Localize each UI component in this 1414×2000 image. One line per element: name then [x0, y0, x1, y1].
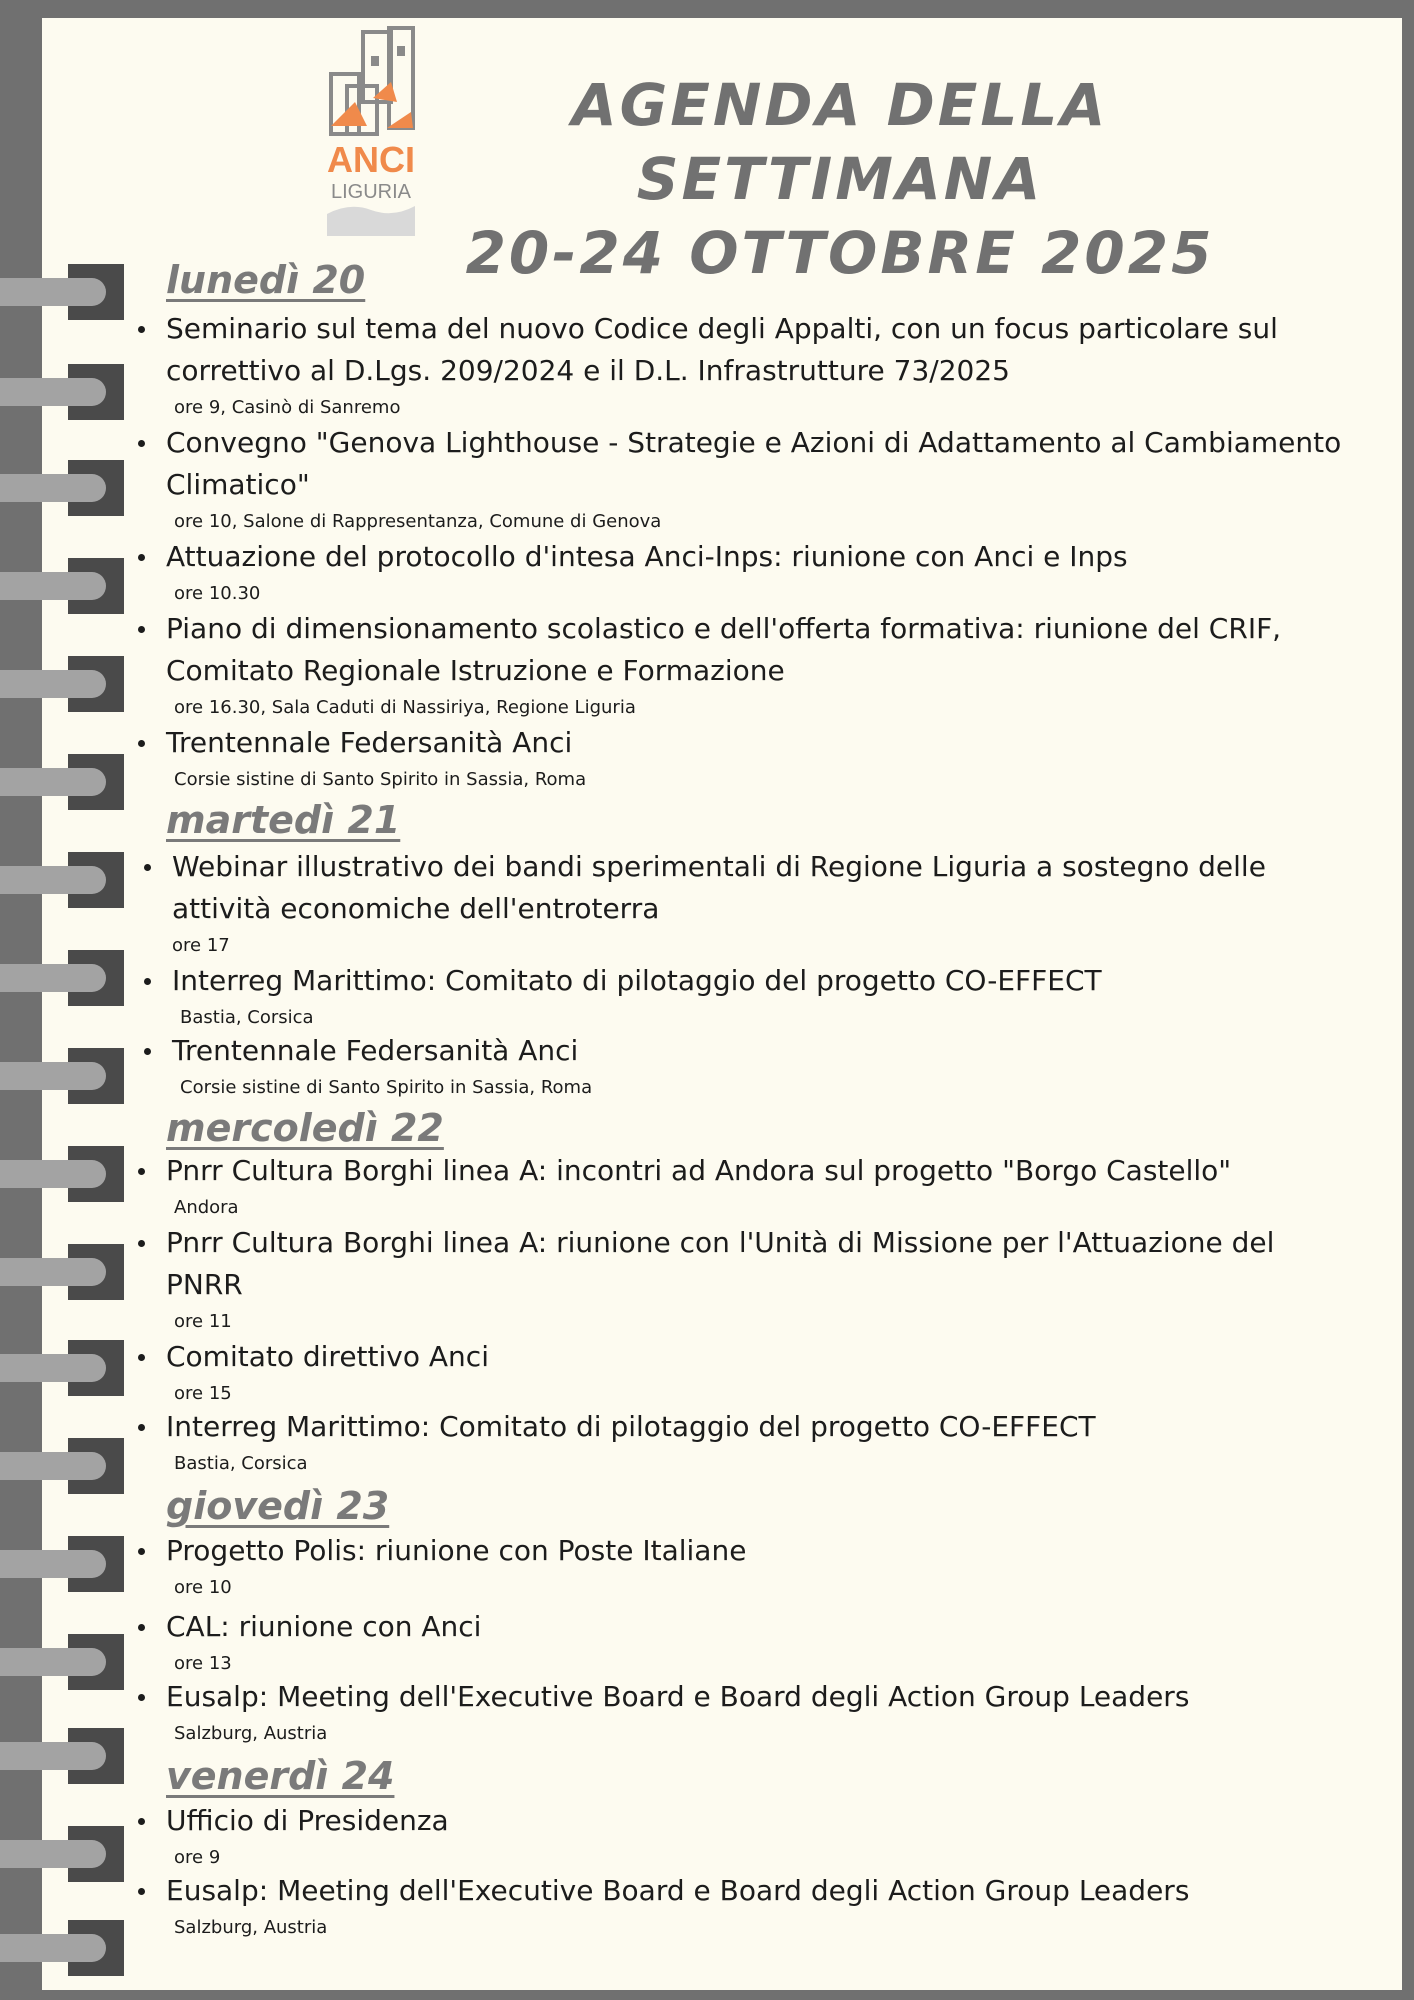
binding-ring [0, 1146, 124, 1202]
agenda-item [166, 1676, 1346, 1748]
page-title [440, 68, 1240, 290]
agenda-item [166, 1336, 1346, 1408]
event-title: Eusalp: Meeting dell'Executive Board e Board degli Action Group Leaders [166, 1676, 1346, 1718]
binding-ring [0, 656, 124, 712]
event-details: ore 9 [174, 1847, 221, 1868]
event-title: Interreg Marittimo: Comitato di pilotaggio del progetto CO-EFFECT [166, 1406, 1346, 1448]
agenda-item [166, 536, 1346, 608]
binding-ring [0, 1340, 124, 1396]
event-details: Bastia, Corsica [174, 1453, 308, 1474]
agenda-item [166, 422, 1346, 536]
event-details: ore 9, Casinò di Sanremo [174, 397, 401, 418]
event-title: Pnrr Cultura Borghi linea A: riunione con l'Unità di Missione per l'Attuazione del PNRR [166, 1222, 1346, 1306]
agenda-item [172, 960, 1352, 1032]
event-details: Bastia, Corsica [180, 1007, 314, 1028]
anci-liguria-logo [325, 26, 417, 236]
agenda-item [166, 722, 1346, 794]
binding-ring [0, 460, 124, 516]
event-title: Trentennale Federsanità Anci [166, 722, 1346, 764]
binding-ring [0, 1728, 124, 1784]
agenda-item [166, 1222, 1346, 1336]
logo-subtext: LIGURIA [330, 181, 412, 203]
agenda-item [172, 1030, 1352, 1102]
day-heading-friday: venerdì 24 [166, 1754, 395, 1798]
agenda-item [166, 1150, 1346, 1222]
event-title: Ufficio di Presidenza [166, 1800, 1346, 1842]
day-heading-monday: lunedì 20 [166, 258, 366, 302]
event-title: Progetto Polis: riunione con Poste Italiane [166, 1530, 1346, 1572]
binding-ring [0, 558, 124, 614]
event-title: Comitato direttivo Anci [166, 1336, 1346, 1378]
event-details: Corsie sistine di Santo Spirito in Sassia, Roma [180, 1077, 593, 1098]
event-title: Trentennale Federsanità Anci [172, 1030, 1352, 1072]
event-title: Attuazione del protocollo d'intesa Anci-Inps: riunione con Anci e Inps [166, 536, 1346, 578]
binding-ring [0, 1920, 124, 1976]
event-details: ore 13 [174, 1653, 232, 1674]
event-details: ore 10, Salone di Rappresentanza, Comune di Genova [174, 511, 662, 532]
day-heading-tuesday: martedì 21 [166, 798, 401, 842]
event-title: Eusalp: Meeting dell'Executive Board e Board degli Action Group Leaders [166, 1870, 1346, 1912]
binding-ring [0, 264, 124, 320]
event-details: ore 16.30, Sala Caduti di Nassiriya, Regione Liguria [174, 697, 636, 718]
day-heading-thursday: giovedì 23 [166, 1484, 390, 1528]
event-title: Interreg Marittimo: Comitato di pilotaggio del progetto CO-EFFECT [172, 960, 1352, 1002]
agenda-item [166, 1870, 1346, 1942]
event-details: Salzburg, Austria [174, 1723, 328, 1744]
title-line-1: AGENDA DELLA SETTIMANA [571, 71, 1109, 213]
event-title: Webinar illustrativo dei bandi sperimentali di Regione Liguria a sostegno delle attività economiche dell'entroterra [172, 846, 1352, 930]
event-details: Salzburg, Austria [174, 1917, 328, 1938]
agenda-item [166, 1406, 1346, 1478]
agenda-item [166, 308, 1346, 422]
event-details: Andora [174, 1197, 239, 1218]
agenda-item [166, 1800, 1346, 1872]
agenda-item [166, 1530, 1346, 1602]
event-details: ore 17 [172, 935, 230, 956]
binding-ring [0, 1536, 124, 1592]
binding-ring [0, 754, 124, 810]
binding-ring [0, 1826, 124, 1882]
binding-ring [0, 950, 124, 1006]
binding-ring [0, 1048, 124, 1104]
binding-ring [0, 1634, 124, 1690]
binding-ring [0, 852, 124, 908]
binding-ring [0, 1244, 124, 1300]
agenda-item [166, 1606, 1346, 1678]
agenda-item [172, 846, 1352, 960]
event-details: ore 15 [174, 1383, 232, 1404]
event-title: Seminario sul tema del nuovo Codice degli Appalti, con un focus particolare sul correttivo al D.Lgs. 209/2024 e il D.L. Infrastrutture 73/2025 [166, 308, 1346, 392]
binding-ring [0, 364, 124, 420]
day-heading-wednesday: mercoledì 22 [166, 1106, 444, 1150]
event-title: CAL: riunione con Anci [166, 1606, 1346, 1648]
logo-text: ANCI [327, 139, 415, 180]
event-title: Pnrr Cultura Borghi linea A: incontri ad Andora sul progetto "Borgo Castello" [166, 1150, 1346, 1192]
title-line-2: 20-24 OTTOBRE 2025 [465, 219, 1215, 287]
event-details: ore 10 [174, 1577, 232, 1598]
event-details: ore 11 [174, 1311, 232, 1332]
event-details: Corsie sistine di Santo Spirito in Sassia, Roma [174, 769, 587, 790]
agenda-item [166, 608, 1346, 722]
binding-ring [0, 1438, 124, 1494]
event-title: Convegno "Genova Lighthouse - Strategie e Azioni di Adattamento al Cambiamento Climatico" [166, 422, 1346, 506]
event-details: ore 10.30 [174, 583, 261, 604]
event-title: Piano di dimensionamento scolastico e dell'offerta formativa: riunione del CRIF, Comitato Regionale Istruzione e Formazione [166, 608, 1346, 692]
